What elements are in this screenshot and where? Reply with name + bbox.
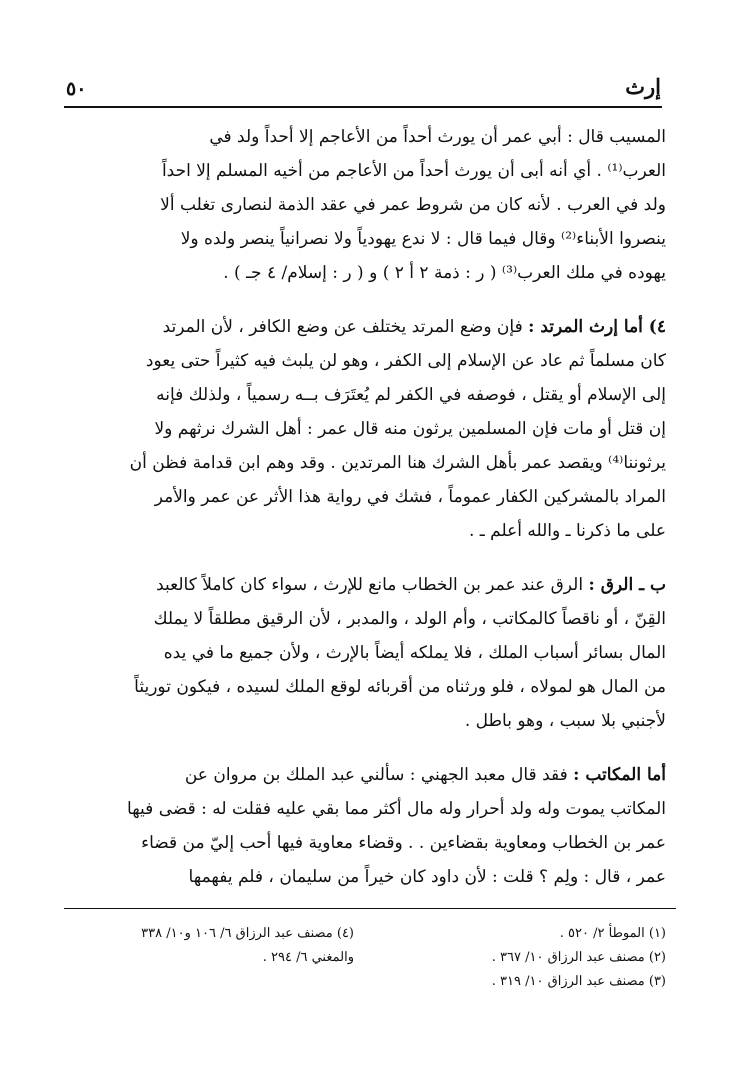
text-line: إن قتل أو مات فإن المسلمين يرثون منه قال عمر : أهل الشرك نرثهم ولا xyxy=(154,419,666,439)
text-line: المراد بالمشركين الكفار عموماً ، فشك في رواية هذا الأثر عن عمر والأمر xyxy=(154,487,666,507)
footnote: (١) الموطأ ٢/ ٥٢٠ . xyxy=(559,926,666,941)
section-heading: أما المكاتب : xyxy=(573,765,666,785)
footnotes-left-column xyxy=(66,922,354,994)
text-line: المكاتب يموت وله ولد أحرار وله مال أكثر مما بقي عليه فقلت له : قضى فيها xyxy=(127,799,666,819)
text-line: ولد في العرب . لأنه كان من شروط عمر في عقد الذمة لنصارى تغلب ألا xyxy=(160,195,666,215)
page-header-title: إرث xyxy=(625,74,661,99)
text-line: لأجنبي بلا سبب ، وهو باطل . xyxy=(464,711,666,731)
footnote: (٢) مصنف عبد الرزاق ١٠/ ٣٦٧ . xyxy=(491,950,666,965)
body-text xyxy=(66,120,666,914)
section-heading: ٤) أما إرث المرتد : xyxy=(528,317,666,337)
text-line: كان مسلماً ثم عاد عن الإسلام إلى الكفر ، وهو لن يلبث فيه كثيراً حتى يعود xyxy=(145,351,666,371)
paragraph-intro xyxy=(66,120,666,290)
text-line: من المال هو لمولاه ، فلو ورثناه من أقربائه لوقع الملك لسيده ، فيكون توريثاً xyxy=(134,677,666,697)
text-line: إلى الإسلام أو يقتل ، فوصفه في الكفر لم يُعتَرَف بــه رسمياً ، ولذلك فإنه xyxy=(156,385,666,405)
text-line: العرب⁽¹⁾ . أي أنه أبى أن يورث أحداً من الأعاجم من أخيه المسلم إلا احداً xyxy=(161,161,666,181)
text-line: أما المكاتب : فقد قال معبد الجهني : سألني عبد الملك بن مروان عن xyxy=(184,765,666,785)
text-line: القِنّ ، أو ناقصاً كالمكاتب ، وأم الولد ، والمدبر ، لأن الرقيق مطلقاً لا يملك xyxy=(153,609,666,629)
text-line: على ما ذكرنا ـ والله أعلم ـ . xyxy=(468,521,666,541)
text-line: يرثوننا⁽⁴⁾ ويقصد عمر بأهل الشرك هنا المرتدين . وقد وهم ابن قدامة فظن أن xyxy=(129,453,666,473)
text-line: عمر ، قال : ولِم ؟ قلت : لأن داود كان خيراً من سليمان ، فلم يفهمها xyxy=(188,867,666,887)
text-line: المال بسائر أسباب الملك ، فلا يملكه أيضاً بالإرث ، ولأن جميع ما في يده xyxy=(163,643,666,663)
footnote-divider xyxy=(64,908,676,909)
paragraph-slavery xyxy=(66,568,666,738)
footnote: (٤) مصنف عبد الرزاق ٦/ ١٠٦ و١٠/ ٣٣٨ xyxy=(141,926,354,941)
footnotes-right-column xyxy=(378,922,666,994)
text-line: ب ـ الرق : الرق عند عمر بن الخطاب مانع للإرث ، سواء كان كاملاً كالعبد xyxy=(156,575,666,595)
footnote: (٣) مصنف عبد الرزاق ١٠/ ٣١٩ . xyxy=(491,974,666,989)
text-line: المسيب قال : أبي عمر أن يورث أحداً من الأعاجم إلا أحداً ولد في xyxy=(209,127,666,147)
text-line: ينصروا الأبناء⁽²⁾ وقال فيما قال : لا ندع يهودياً ولا نصرانياً ينصر ولده ولا xyxy=(180,229,666,249)
footnote: والمغني ٦/ ٢٩٤ . xyxy=(262,950,354,965)
text-line: عمر بن الخطاب ومعاوية بقضاءين . . وقضاء معاوية فيها أحب إليّ من قضاء xyxy=(141,833,666,853)
footnotes xyxy=(66,922,666,994)
text-line: ٤) أما إرث المرتد : فإن وضع المرتد يختلف عن وضع الكافر ، لأن المرتد xyxy=(162,317,666,337)
page-number: ٥٠ xyxy=(66,78,87,100)
text-line: يهوده في ملك العرب⁽³⁾ ( ر : ذمة ٢ أ ٢ ) و ( ر : إسلام/ ٤ جـ ) . xyxy=(223,263,666,283)
header-divider xyxy=(64,106,662,108)
paragraph-apostate-inheritance xyxy=(66,310,666,548)
section-heading: ب ـ الرق : xyxy=(588,575,666,595)
paragraph-mukatab xyxy=(66,758,666,894)
